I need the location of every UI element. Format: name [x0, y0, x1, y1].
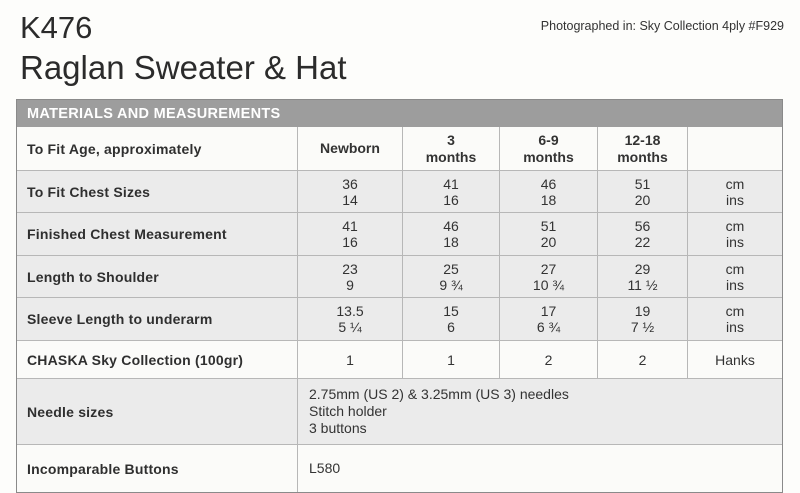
value-ins: 9 ¾	[439, 276, 463, 293]
value-cell	[597, 298, 687, 340]
value-cell	[402, 213, 499, 255]
value-cell	[597, 341, 687, 378]
value-cm: 46	[540, 175, 557, 192]
buttons-line: 3 buttons	[309, 420, 367, 436]
materials-panel	[16, 99, 783, 493]
value-hanks: 2	[638, 351, 647, 368]
pattern-title: Raglan Sweater & Hat	[20, 49, 347, 86]
value-ins: 18	[443, 234, 459, 250]
value-cell	[499, 171, 597, 212]
button-code: L580	[309, 460, 341, 476]
value-ins: 7 ½	[630, 319, 655, 335]
unit-cell	[687, 213, 782, 255]
unit-cell	[687, 171, 782, 212]
value-cm: 15	[443, 303, 459, 319]
value-cell	[402, 171, 499, 212]
needles-line: 2.75mm (US 2) & 3.25mm (US 3) needles	[309, 386, 569, 402]
size-line2: months	[425, 148, 477, 165]
value-cm: 56	[634, 218, 651, 234]
value-cm: 36	[342, 175, 358, 192]
value-cell	[499, 341, 597, 378]
value-cm: 13.5	[336, 303, 364, 319]
row-label: Needle sizes	[27, 403, 114, 420]
value-cm: 46	[443, 218, 459, 234]
unit-cm: cm	[725, 175, 745, 192]
pattern-code: K476	[20, 10, 93, 45]
age-header-row	[17, 127, 782, 171]
value-ins: 11 ½	[627, 276, 658, 293]
row-label: Length to Shoulder	[27, 268, 159, 285]
buttons-row	[17, 445, 782, 492]
unit-cell	[687, 298, 782, 340]
value-ins: 22	[634, 234, 651, 250]
value-cell	[402, 298, 499, 340]
needle-sizes-row	[17, 379, 782, 445]
value-ins: 16	[342, 234, 358, 250]
size-line1: Newborn	[320, 140, 380, 156]
value-ins: 18	[540, 191, 557, 208]
yarn-row	[17, 341, 782, 379]
value-cm: 51	[540, 218, 557, 234]
finished-chest-row	[17, 213, 782, 256]
value-cell	[499, 298, 597, 340]
unit-ins: ins	[726, 191, 744, 208]
value-hanks: 1	[447, 351, 455, 368]
unit-cell	[687, 341, 782, 378]
unit-column-header	[687, 127, 782, 170]
value-cell	[297, 341, 402, 378]
row-label: To Fit Chest Sizes	[27, 183, 151, 200]
value-cm: 25	[443, 260, 459, 277]
value-ins: 20	[540, 234, 557, 250]
value-cell	[402, 341, 499, 378]
value-cm: 51	[634, 175, 651, 192]
size-line1: 12-18	[624, 131, 661, 148]
length-shoulder-row	[17, 256, 782, 298]
needles-cell	[297, 379, 782, 444]
unit-cm: cm	[725, 303, 745, 319]
size-3-months	[402, 127, 499, 170]
age-label: To Fit Age, approximately	[27, 140, 202, 157]
photographed-note: Photographed in: Sky Collection 4ply #F929	[540, 19, 784, 33]
value-cm: 27	[540, 260, 557, 277]
value-cell	[499, 213, 597, 255]
row-label: Incomparable Buttons	[27, 460, 179, 477]
size-line2: months	[523, 148, 574, 165]
value-cm: 41	[443, 175, 459, 192]
unit-cm: cm	[725, 218, 745, 234]
holder-line: Stitch holder	[309, 403, 387, 419]
unit-ins: ins	[726, 234, 744, 250]
unit-cell	[687, 256, 782, 297]
value-ins: 6 ¾	[536, 319, 561, 335]
size-newborn	[297, 127, 402, 170]
unit-cm: cm	[725, 260, 745, 277]
value-cm: 41	[342, 218, 358, 234]
size-6-9-months	[499, 127, 597, 170]
value-ins: 14	[342, 191, 358, 208]
value-cm: 23	[342, 260, 358, 277]
row-label: Sleeve Length to underarm	[27, 311, 213, 327]
sleeve-length-row	[17, 298, 782, 341]
buttons-cell	[297, 445, 782, 492]
unit-hanks: Hanks	[715, 351, 755, 368]
value-cm: 29	[634, 260, 651, 277]
value-ins: 6	[447, 319, 455, 335]
value-cm: 19	[634, 303, 651, 319]
chest-sizes-row	[17, 171, 782, 213]
unit-ins: ins	[726, 276, 744, 293]
value-cell	[297, 213, 402, 255]
value-cell	[402, 256, 499, 297]
value-ins: 9	[346, 276, 354, 293]
value-hanks: 2	[544, 351, 553, 368]
value-hanks: 1	[346, 351, 354, 368]
row-label: Finished Chest Measurement	[27, 226, 227, 242]
size-12-18-months	[597, 127, 687, 170]
value-cell	[499, 256, 597, 297]
value-ins: 5 ¼	[338, 319, 362, 335]
size-line1: 3	[447, 131, 455, 148]
value-cell	[597, 256, 687, 297]
unit-ins: ins	[726, 319, 744, 335]
value-ins: 16	[443, 191, 459, 208]
value-cell	[597, 213, 687, 255]
value-cell	[297, 171, 402, 212]
value-cm: 17	[540, 303, 557, 319]
value-cell	[297, 256, 402, 297]
value-ins: 20	[634, 191, 651, 208]
value-ins: 10 ¾	[532, 276, 565, 293]
row-label: CHASKA Sky Collection (100gr)	[27, 351, 244, 368]
value-cell	[297, 298, 402, 340]
size-line1: 6-9	[538, 131, 559, 148]
value-cell	[597, 171, 687, 212]
section-header: MATERIALS AND MEASUREMENTS	[17, 100, 782, 127]
size-line2: months	[617, 148, 668, 165]
